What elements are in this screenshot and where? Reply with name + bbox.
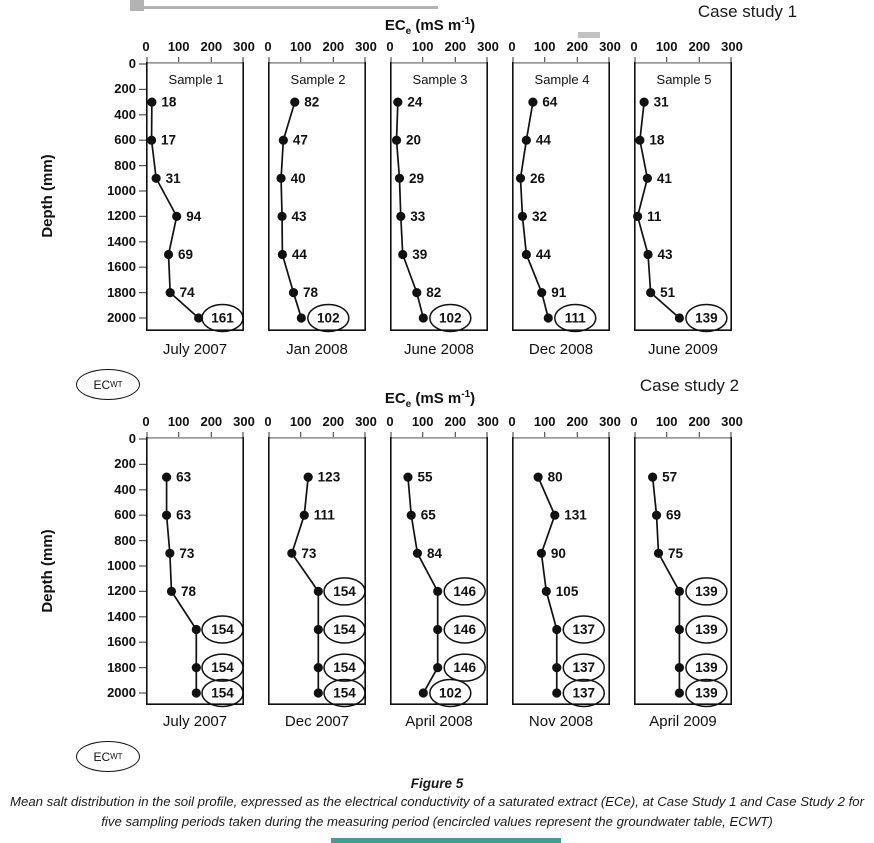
x-tick-label: 200 xyxy=(322,414,345,429)
value-label: 75 xyxy=(668,545,684,561)
y-tick-label: 600 xyxy=(114,132,136,148)
data-point xyxy=(550,511,559,520)
x-tick-label: 300 xyxy=(599,39,621,54)
ecwt-badge: EC WT xyxy=(76,741,140,772)
x-tick-label: 200 xyxy=(566,414,589,429)
date-label: July 2007 xyxy=(162,713,228,730)
section-title: Case study 2 xyxy=(639,376,740,395)
data-point xyxy=(278,250,287,259)
x-tick-label: 100 xyxy=(533,39,556,54)
value-label: 31 xyxy=(653,94,669,110)
value-label: 63 xyxy=(176,469,192,485)
x-tick-label: 100 xyxy=(411,414,434,429)
x-tick-label: 0 xyxy=(386,414,394,429)
value-label: 82 xyxy=(426,285,442,301)
data-point xyxy=(419,313,428,322)
data-point xyxy=(643,250,652,259)
value-label: 146 xyxy=(453,583,476,599)
profile-chart xyxy=(508,414,621,705)
x-tick-label: 200 xyxy=(688,39,711,54)
data-point xyxy=(528,98,537,107)
data-point xyxy=(192,688,201,697)
x-tick-label: 100 xyxy=(289,414,312,429)
x-tick-label: 0 xyxy=(386,39,394,54)
data-point xyxy=(413,549,422,558)
x-tick-label: 0 xyxy=(142,414,150,429)
section-title: Case study 1 xyxy=(697,2,798,21)
value-label: 11 xyxy=(647,208,662,224)
value-label: 33 xyxy=(410,208,426,224)
x-tick-label: 200 xyxy=(200,39,223,54)
value-label: 44 xyxy=(535,132,551,148)
data-point xyxy=(640,98,649,107)
x-tick-label: 200 xyxy=(444,39,467,54)
x-tick-label: 100 xyxy=(167,39,190,54)
value-label: 139 xyxy=(695,583,718,599)
value-label: 139 xyxy=(695,622,718,637)
value-label: 154 xyxy=(333,685,356,701)
x-tick-label: 100 xyxy=(289,39,312,54)
value-label: 154 xyxy=(333,660,356,676)
x-tick-label: 300 xyxy=(721,39,743,54)
scan-artifact xyxy=(144,6,438,9)
profile-chart xyxy=(508,39,621,331)
data-point xyxy=(516,174,525,183)
x-tick-label: 300 xyxy=(477,39,499,54)
sample-label: Sample 3 xyxy=(412,72,468,87)
value-label: 154 xyxy=(211,622,234,637)
data-point xyxy=(635,136,644,145)
value-label: 94 xyxy=(186,208,202,224)
x-tick-label: 300 xyxy=(355,39,377,54)
scan-artifact xyxy=(130,0,144,11)
y-tick-label: 1600 xyxy=(107,259,136,275)
data-point xyxy=(279,136,288,145)
x-tick-label: 300 xyxy=(233,414,255,429)
data-point xyxy=(314,663,323,672)
value-label: 40 xyxy=(290,170,306,186)
data-point xyxy=(537,288,546,297)
profile-chart xyxy=(386,39,499,331)
data-point xyxy=(289,288,298,297)
value-label: 44 xyxy=(535,247,551,262)
profile-chart xyxy=(142,414,255,705)
data-point xyxy=(314,625,323,634)
data-point xyxy=(643,174,652,183)
value-label: 39 xyxy=(412,247,428,262)
value-label: 84 xyxy=(426,545,442,561)
data-point xyxy=(652,511,661,520)
data-point xyxy=(147,136,156,145)
date-label: Nov 2008 xyxy=(528,713,594,730)
value-label: 146 xyxy=(453,622,476,637)
data-point xyxy=(297,313,306,322)
data-point xyxy=(395,174,404,183)
data-point xyxy=(544,313,553,322)
x-tick-label: 200 xyxy=(200,414,223,429)
value-label: 82 xyxy=(304,94,320,110)
profile-chart xyxy=(264,414,377,705)
value-label: 131 xyxy=(564,507,587,523)
value-label: 73 xyxy=(179,545,195,561)
data-point xyxy=(522,250,531,259)
y-tick-label: 1800 xyxy=(107,659,136,675)
date-label: June 2009 xyxy=(647,341,719,358)
value-label: 17 xyxy=(161,132,177,148)
scan-artifact xyxy=(578,32,600,38)
data-point xyxy=(287,549,296,558)
data-point xyxy=(192,625,201,634)
y-tick-label: 1600 xyxy=(107,634,136,650)
data-point xyxy=(162,511,171,520)
y-tick-label: 1800 xyxy=(107,284,136,300)
x-tick-label: 100 xyxy=(655,414,678,429)
value-label: 154 xyxy=(211,660,234,676)
profile-chart xyxy=(264,39,377,331)
value-label: 154 xyxy=(211,685,234,701)
profile-line xyxy=(538,477,557,693)
value-label: 139 xyxy=(695,685,718,701)
x-tick-label: 200 xyxy=(322,39,345,54)
date-label: June 2008 xyxy=(403,341,475,358)
data-point xyxy=(518,212,527,221)
data-point xyxy=(648,473,657,482)
y-tick-label: 200 xyxy=(114,456,136,472)
data-point xyxy=(392,136,401,145)
value-label: 47 xyxy=(292,132,308,148)
y-tick-label: 1400 xyxy=(107,608,136,624)
y-tick-label: 1200 xyxy=(107,583,136,599)
data-point xyxy=(675,663,684,672)
x-tick-label: 300 xyxy=(355,414,377,429)
data-point xyxy=(534,473,543,482)
value-label: 44 xyxy=(291,247,307,262)
data-point xyxy=(552,663,561,672)
data-point xyxy=(393,98,402,107)
data-point xyxy=(675,313,684,322)
profile-chart xyxy=(142,39,255,331)
date-label: Dec 2007 xyxy=(284,713,350,730)
data-point xyxy=(522,136,531,145)
x-tick-label: 100 xyxy=(533,414,556,429)
x-tick-label: 200 xyxy=(444,414,467,429)
data-point xyxy=(396,212,405,221)
y-tick-label: 1000 xyxy=(107,558,136,573)
axis-title: $EC_e$ (mS $m^{-1}$) xyxy=(384,16,476,37)
value-label: 137 xyxy=(572,622,596,637)
date-label: Dec 2008 xyxy=(528,341,594,358)
sample-label: Sample 2 xyxy=(290,72,346,87)
y-tick-label: 0 xyxy=(128,56,136,71)
data-point xyxy=(162,473,171,482)
value-label: 102 xyxy=(439,685,462,701)
x-tick-label: 0 xyxy=(264,414,272,429)
data-point xyxy=(172,212,181,221)
value-label: 90 xyxy=(550,545,566,561)
y-tick-label: 400 xyxy=(114,106,136,122)
x-tick-label: 200 xyxy=(688,414,711,429)
value-label: 51 xyxy=(660,285,676,301)
y-tick-label: 800 xyxy=(114,532,136,548)
data-point xyxy=(166,288,175,297)
value-label: 69 xyxy=(178,247,194,262)
data-point xyxy=(300,511,309,520)
x-tick-label: 200 xyxy=(566,39,589,54)
data-point xyxy=(152,174,161,183)
value-label: 102 xyxy=(317,310,340,326)
data-point xyxy=(654,549,663,558)
data-point xyxy=(433,663,442,672)
x-tick-label: 300 xyxy=(477,414,499,429)
profile-chart xyxy=(630,414,743,705)
value-label: 91 xyxy=(551,285,567,301)
x-tick-label: 300 xyxy=(599,414,621,429)
y-tick-label: 1000 xyxy=(107,183,136,198)
y-tick-label: 200 xyxy=(114,81,136,97)
value-label: 31 xyxy=(165,170,181,186)
depth-axis-label: Depth (mm) xyxy=(39,529,56,613)
data-point xyxy=(277,212,286,221)
date-label: July 2007 xyxy=(162,341,228,358)
data-point xyxy=(290,98,299,107)
value-label: 65 xyxy=(420,507,436,523)
value-label: 111 xyxy=(564,310,586,326)
data-point xyxy=(552,688,561,697)
value-label: 73 xyxy=(301,545,317,561)
value-label: 57 xyxy=(662,469,678,485)
value-label: 102 xyxy=(439,310,462,326)
data-point xyxy=(419,688,428,697)
value-label: 41 xyxy=(656,170,672,186)
value-label: 55 xyxy=(417,469,433,485)
data-point xyxy=(552,625,561,634)
y-tick-label: 0 xyxy=(128,431,136,446)
y-tick-label: 400 xyxy=(114,481,136,497)
value-label: 78 xyxy=(180,583,197,599)
value-label: 29 xyxy=(408,170,425,186)
data-point xyxy=(167,587,176,596)
data-point xyxy=(314,587,323,596)
data-point xyxy=(675,587,684,596)
x-tick-label: 100 xyxy=(167,414,190,429)
y-tick-label: 800 xyxy=(114,157,136,173)
value-label: 74 xyxy=(179,285,195,301)
x-tick-label: 0 xyxy=(508,414,516,429)
value-label: 137 xyxy=(572,685,596,701)
data-point xyxy=(314,688,323,697)
data-point xyxy=(276,174,285,183)
x-tick-label: 0 xyxy=(508,39,516,54)
x-tick-label: 0 xyxy=(264,39,272,54)
teal-underline xyxy=(331,838,561,843)
x-tick-label: 300 xyxy=(721,414,743,429)
value-label: 154 xyxy=(333,622,356,637)
value-label: 64 xyxy=(542,94,558,110)
y-tick-label: 1200 xyxy=(107,208,136,224)
value-label: 69 xyxy=(666,507,682,523)
data-point xyxy=(164,250,173,259)
date-label: April 2009 xyxy=(649,713,717,730)
date-label: Jan 2008 xyxy=(286,341,348,358)
x-tick-label: 0 xyxy=(142,39,150,54)
data-point xyxy=(398,250,407,259)
data-point xyxy=(433,587,442,596)
value-label: 139 xyxy=(695,660,718,676)
value-label: 18 xyxy=(161,94,177,110)
data-point xyxy=(165,549,174,558)
data-point xyxy=(403,473,412,482)
data-point xyxy=(633,212,642,221)
x-tick-label: 100 xyxy=(411,39,434,54)
data-point xyxy=(646,288,655,297)
x-tick-label: 300 xyxy=(233,39,255,54)
value-label: 105 xyxy=(555,583,579,599)
sample-label: Sample 5 xyxy=(656,72,712,87)
axis-title: $EC_e$ (mS $m^{-1}$) xyxy=(384,389,476,410)
y-tick-label: 2000 xyxy=(107,685,136,700)
value-label: 123 xyxy=(317,469,341,485)
date-label: April 2008 xyxy=(405,713,473,730)
data-point xyxy=(407,511,416,520)
value-label: 63 xyxy=(176,507,192,523)
value-label: 161 xyxy=(211,310,234,326)
data-point xyxy=(147,98,156,107)
value-label: 24 xyxy=(407,94,423,110)
value-label: 80 xyxy=(547,469,563,485)
depth-axis-label: Depth (mm) xyxy=(39,154,56,238)
data-point xyxy=(542,587,551,596)
ecwt-badge: EC WT xyxy=(76,369,140,400)
profile-chart xyxy=(630,39,743,331)
value-label: 20 xyxy=(406,132,422,148)
caption-title: Figure 5 xyxy=(410,776,464,791)
data-point xyxy=(412,288,421,297)
data-point xyxy=(537,549,546,558)
y-tick-label: 600 xyxy=(114,507,136,523)
value-label: 43 xyxy=(657,247,673,262)
x-tick-label: 100 xyxy=(655,39,678,54)
y-tick-label: 1400 xyxy=(107,233,136,249)
value-label: 43 xyxy=(291,208,307,224)
y-tick-label: 2000 xyxy=(107,310,136,325)
data-point xyxy=(675,688,684,697)
x-tick-label: 0 xyxy=(630,39,638,54)
value-label: 26 xyxy=(529,170,546,186)
sample-label: Sample 1 xyxy=(168,72,224,87)
data-point xyxy=(433,625,442,634)
caption-text: Mean salt distribution in the soil profile, expressed as the electrical conductivity of a saturated extract (ECe), at Case Study 1 and Case Study 2 for five sampling periods taken during the measuring period (encircled values represent the groundwater table, ECWT) xyxy=(10,794,864,829)
x-tick-label: 0 xyxy=(630,414,638,429)
value-label: 137 xyxy=(572,660,596,676)
value-label: 78 xyxy=(302,285,319,301)
data-point xyxy=(675,625,684,634)
value-label: 32 xyxy=(531,208,547,224)
value-label: 146 xyxy=(453,660,476,676)
value-label: 154 xyxy=(333,583,356,599)
data-point xyxy=(192,663,201,672)
value-label: 139 xyxy=(695,310,718,326)
profile-chart xyxy=(386,414,499,705)
value-label: 18 xyxy=(649,132,665,148)
value-label: 111 xyxy=(313,507,335,523)
data-point xyxy=(304,473,313,482)
sample-label: Sample 4 xyxy=(534,72,590,87)
